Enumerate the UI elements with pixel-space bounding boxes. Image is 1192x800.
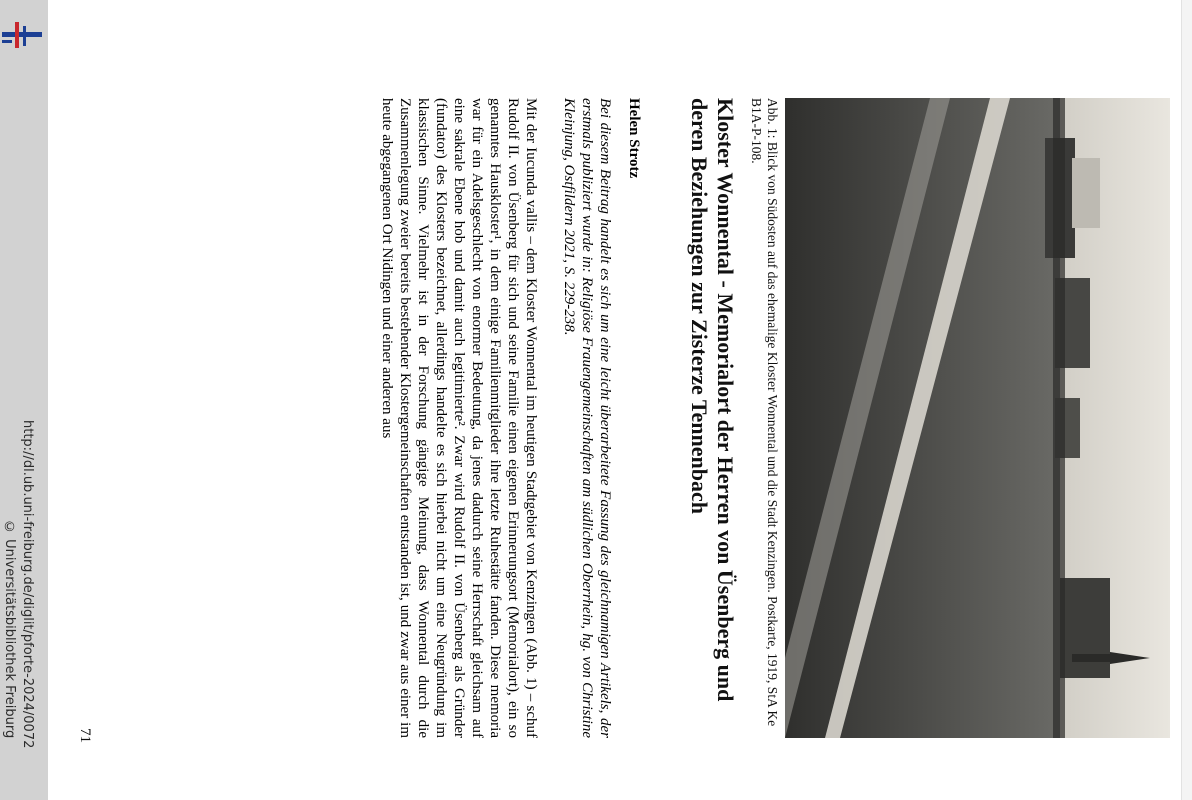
intro-note: Bei diesem Beitrag handelt es sich um eine leicht überarbeitete Fassung des gleichnamigen Artikels, der erstmals publiziert wurde in: Religiöse Frauengemeinschaften am südlichen Oberrhein, hg. von Christine Kleinjung, Ostfildern 2021, S. 229-238.	[561, 98, 613, 738]
scanned-page	[379, 98, 1170, 738]
author-name: Helen Strotz	[626, 98, 642, 179]
figure-caption: Abb. 1: Blick von Südosten auf das ehemalige Kloster Wonnental und die Stadt Kenzingen. Postkarte, 1919, StA Ke B1A-P-108.	[749, 98, 780, 727]
next-page-edge	[1181, 0, 1192, 800]
body-paragraph: Mit der Iucunda vallis – dem Kloster Wonnental im heutigen Stadtgebiet von Kenzingen (Abb. 1) – schuf Rudolf II. von Üsenberg für sich und seine Familie einen eigenen Erinnerungsort (Memorialort), ein so genanntes Hauskloster¹, in dem einige Familienmitglieder ihre letzte Ruhestätte fanden. Diese memoria war für ein Adelsgeschlecht von enormer Bedeutung, da jenes dadurch seine Herrschaft gleichsam auf eine sakrale Ebene hob und damit auch legitimierte². Zwar wird Rudolf II. von Üsenberg als Gründer (fundator) des Klosters bezeichnet, allerdings handelte es sich hierbei nicht um eine Neugründung im klassischen Sinne. Vielmehr ist in der Forschung gängige Meinung, dass Wonnental durch die Zusammenlegung zweier bereits bestehender Klostergemeinschaften entstanden ist, und zwar aus einer im heute abgegangenen Ort Nidingen und einer anderen aus	[379, 98, 539, 738]
library-logo-icon	[2, 22, 42, 48]
historic-postcard-photo	[785, 98, 1170, 738]
article-title: Kloster Wonnental - Memorialort der Herren von Üsenberg und deren Beziehungen zur Zisterze Tennenbach	[687, 98, 738, 702]
landscape-photo-drawing	[785, 98, 1170, 738]
copyright-notice: © Universitätsbibliothek Freiburg	[2, 520, 17, 739]
page-number: 71	[77, 728, 93, 743]
source-url[interactable]: http://dl.ub.uni-freiburg.de/diglit/pforte-2024/0072	[20, 420, 35, 749]
